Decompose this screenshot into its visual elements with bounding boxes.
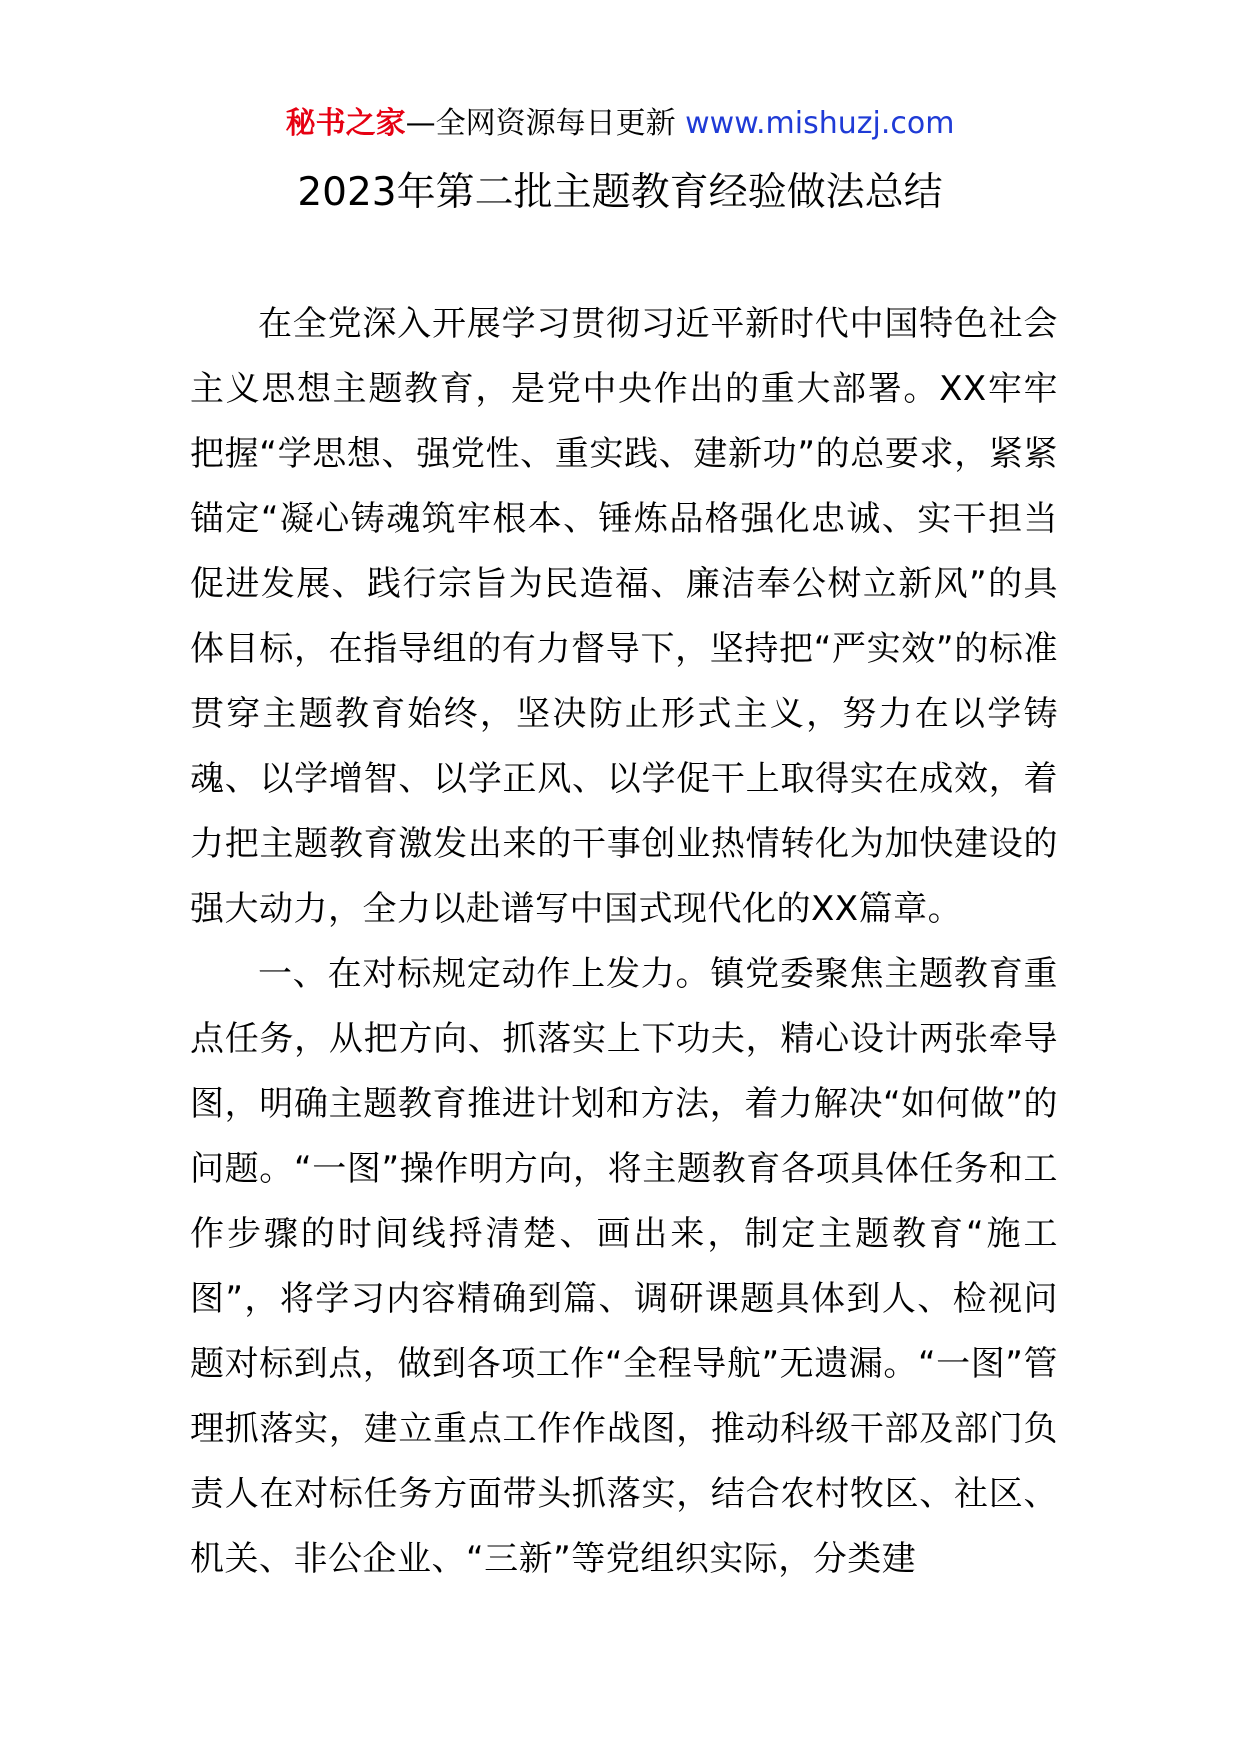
paragraph-intro: 在全党深入开展学习贯彻习近平新时代中国特色社会主义思想主题教育，是党中央作出的重大部署。XX牢牢把握“学思想、强党性、重实践、建新功”的总要求，紧紧锚定“凝心铸魂筑牢根本、锤炼品格强化忠诚、实干担当促进发展、践行宗旨为民造福、廉洁奉公树立新风”的具体目标，在指导组的有力督导下，坚持把“严实效”的标准贯穿主题教育始终，坚决防止形式主义，努力在以学铸魂、以学增智、以学正风、以学促干上取得实在成效，着力把主题教育激发出来的干事创业热情转化为加快建设的强大动力，全力以赴谱写中国式现代化的XX篇章。 (190, 304, 1058, 929)
header-banner (0, 104, 1240, 144)
document-body (190, 292, 1058, 1592)
paragraph-section-one: 一、在对标规定动作上发力。镇党委聚焦主题教育重点任务，从把方向、抓落实上下功夫，精心设计两张牵导图，明确主题教育推进计划和方法，着力解决“如何做”的问题。“一图”操作明方向，将主题教育各项具体任务和工作步骤的时间线捋清楚、画出来，制定主题教育“施工图”，将学习内容精确到篇、调研课题具体到人、检视问题对标到点，做到各项工作“全程导航”无遗漏。“一图”管理抓落实，建立重点工作作战图，推动科级干部及部门负责人在对标任务方面带头抓落实，结合农村牧区、社区、机关、非公企业、“三新”等党组织实际，分类建 (190, 954, 1058, 1579)
brand-name: 秘书之家 (285, 106, 406, 141)
site-url-link[interactable]: www.mishuzj.com (685, 106, 955, 141)
document-title: 2023年第二批主题教育经验做法总结 (297, 170, 943, 215)
header-tagline: —全网资源每日更新 (405, 106, 686, 141)
